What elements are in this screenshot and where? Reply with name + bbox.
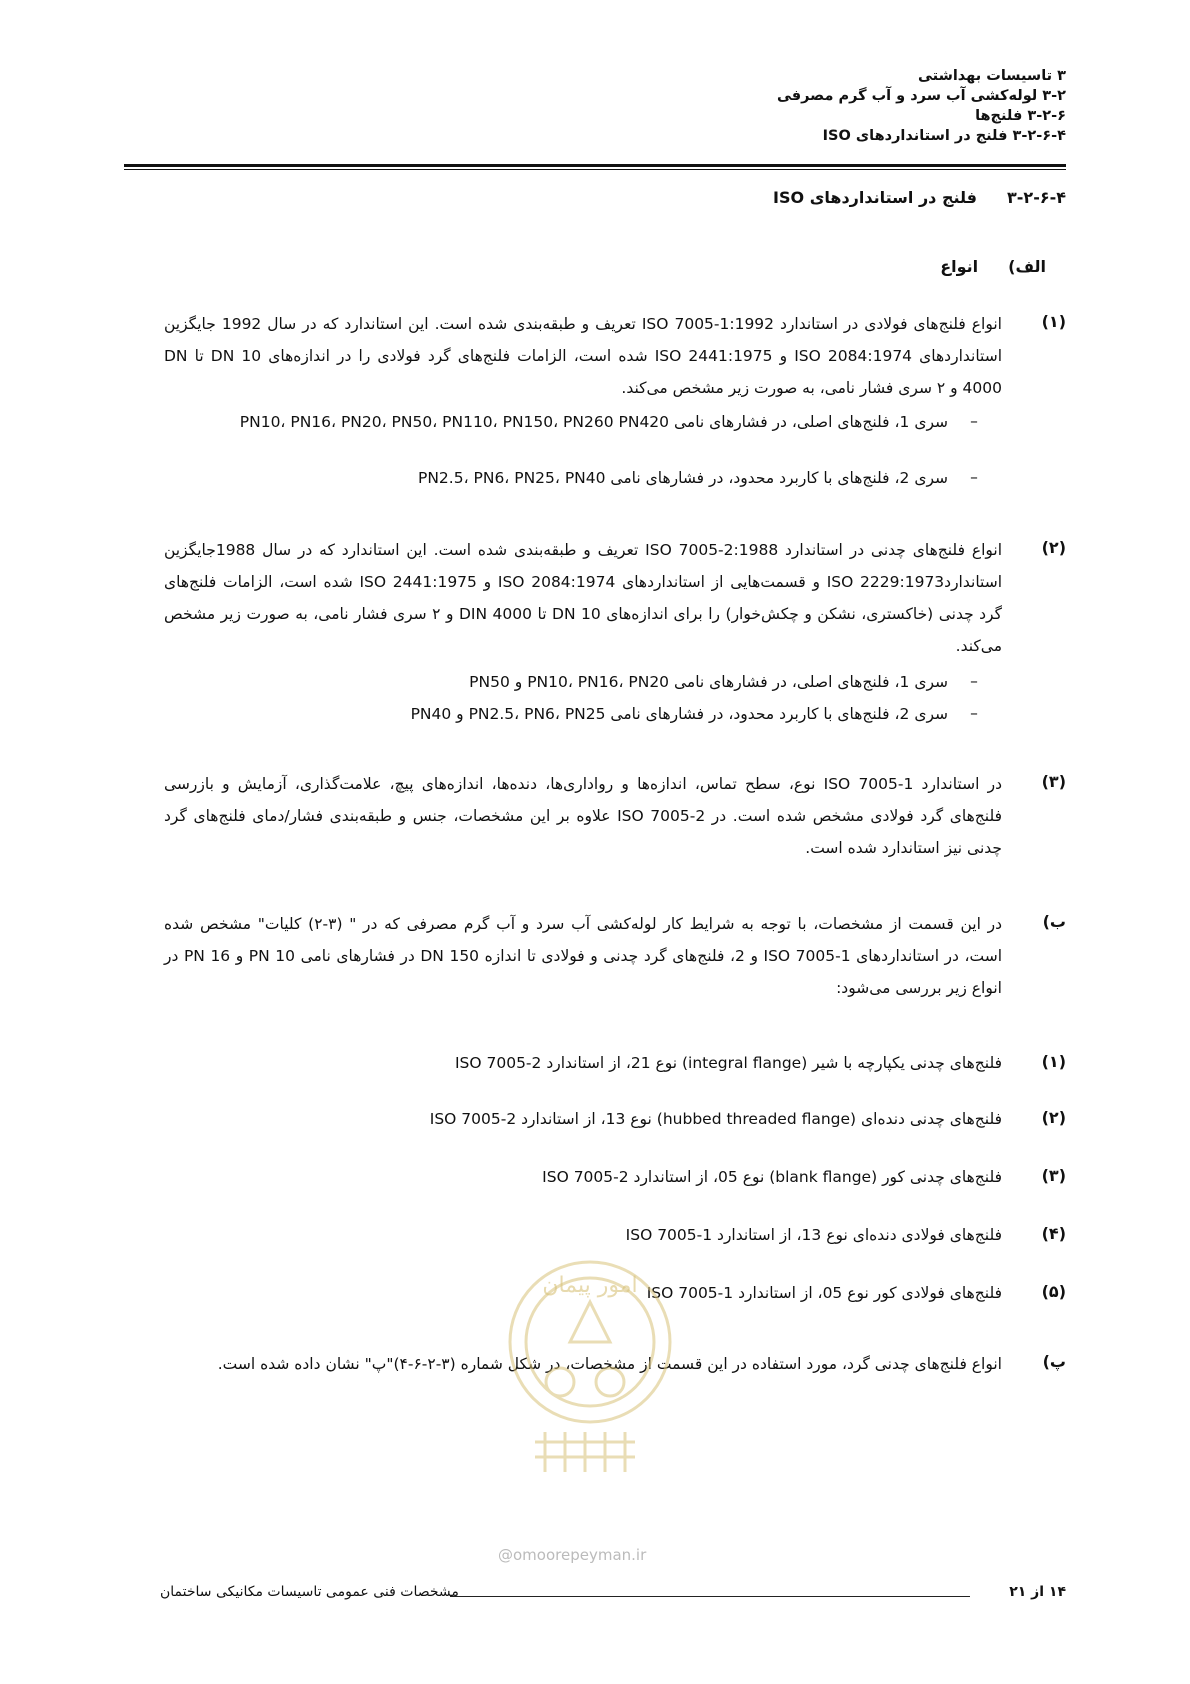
bullet-item: سری 2، فلنج‌های با کاربرد محدود، در فشارهای نامی PN2.5، PN6، PN25، PN40 bbox=[417, 469, 948, 487]
bullet-dash: – bbox=[970, 672, 978, 690]
bullet-dash: – bbox=[970, 412, 978, 430]
paragraph: در استاندارد ISO 7005-1 نوع، سطح تماس، اندازه‌ها و رواداری‌ها، دنده‌ها، اندازه‌های پیچ، علامت‌گذاری، آزمایش و بازرسی فلنج‌های گرد فولادی مشخص شده است. در ISO 7005-2 علاوه بر این مشخصات، جنس و طبقه‌بندی فشار/دمای فلنج‌های گرد چدنی نیز استاندارد شده است. bbox=[164, 775, 1003, 857]
list-marker: (۳) bbox=[1041, 1166, 1066, 1185]
footer-rule bbox=[450, 1596, 970, 1597]
section-b-paragraph: در این قسمت از مشخصات، با توجه به شرایط کار لوله‌کشی آب سرد و آب گرم مصرفی که در " (۳-۲) کلیات" مشخص شده است، در استانداردهای ISO 7005-1 و 2، فلنج‌های گرد چدنی و فولادی تا اندازه DN 150 در فشارهای نامی PN 10 و PN 16 در انواع زیر بررسی می‌شود: bbox=[164, 915, 1003, 997]
item-marker: (۳) bbox=[1041, 772, 1066, 791]
bullet-dash: – bbox=[970, 468, 978, 486]
bullet-item: سری 1، فلنج‌های اصلی، در فشارهای نامی PN10، PN16، PN20، PN50، PN110، PN150، PN260 PN420 bbox=[239, 413, 948, 431]
list-item: فلنج‌های فولادی دنده‌ای نوع 13، از استاندارد ISO 7005-1 bbox=[625, 1226, 1002, 1244]
header-line-3: ۳-۲-۶ فلنج‌ها bbox=[975, 108, 1066, 124]
section-heading bbox=[773, 188, 1066, 207]
item-marker: (۱) bbox=[1041, 312, 1066, 331]
paragraph: انواع فلنج‌های فولادی در استاندارد ISO 7005-1:1992 تعریف و طبقه‌بندی شده است. این استاندارد که در سال 1992 جایگزین استانداردهای ISO 2084:1974 و ISO 2441:1975 شده است، الزامات فلنج‌های گرد فولادی را در اندازه‌های DN 10 تا DN 4000 و ۲ سری فشار نامی، به صورت زیر مشخص می‌کند. bbox=[164, 315, 1003, 397]
header-line-1: ۳ تاسیسات بهداشتی bbox=[917, 68, 1066, 84]
bullet-dash: – bbox=[970, 704, 978, 722]
header-line-4: ۳-۲-۶-۴ فلنج در استانداردهای ISO bbox=[822, 128, 1066, 144]
subsection-title: انواع bbox=[940, 257, 979, 276]
section-title: فلنج در استانداردهای ISO bbox=[773, 188, 978, 207]
footer-page-number: ۱۴ از ۲۱ bbox=[1009, 1584, 1066, 1600]
footer-title: مشخصات فنی عمومی تاسیسات مکانیکی ساختمان bbox=[160, 1584, 459, 1600]
header-rule-thick bbox=[124, 164, 1066, 167]
subsection-heading bbox=[940, 257, 1046, 276]
running-header bbox=[124, 66, 1066, 146]
list-item: فلنج‌های چدنی کور (blank flange) نوع 05، از استاندارد ISO 7005-2 bbox=[542, 1168, 1002, 1186]
watermark-text: امور پیمان bbox=[542, 1273, 638, 1298]
list-item: فلنج‌های چدنی دنده‌ای (hubbed threaded flange) نوع 13، از استاندارد ISO 7005-2 bbox=[429, 1110, 1002, 1128]
watermark-url: @omoorepeyman.ir bbox=[498, 1546, 647, 1564]
subsection-marker: الف) bbox=[1008, 257, 1046, 276]
list-marker: (۱) bbox=[1041, 1052, 1066, 1071]
header-rule-thin bbox=[124, 169, 1066, 170]
section-number: ۳-۲-۶-۴ bbox=[1007, 188, 1066, 207]
list-item: فلنج‌های چدنی یکپارچه با شیر (integral flange) نوع 21، از استاندارد ISO 7005-2 bbox=[454, 1054, 1002, 1072]
list-marker: (۴) bbox=[1041, 1224, 1066, 1243]
section-p-marker: پ) bbox=[1042, 1352, 1066, 1371]
section-p-paragraph: انواع فلنج‌های چدنی گرد، مورد استفاده در این قسمت از مشخصات، در شکل شماره (۳-۲-۶-۴)"پ" نشان داده شده است. bbox=[217, 1355, 1002, 1373]
bullet-item: سری 2، فلنج‌های با کاربرد محدود، در فشارهای نامی PN2.5، PN6، PN25 و PN40 bbox=[410, 705, 948, 723]
paragraph: انواع فلنج‌های چدنی در استاندارد ISO 7005-2:1988 تعریف و طبقه‌بندی شده است. این استاندارد که در سال 1988جایگزین استاندارد2229:1973 ISO و قسمت‌هایی از استانداردهای ISO 2084:1974 و ISO 2441:1975 شده است، الزامات فلنج‌های گرد چدنی (خاکستری، نشکن و چکش‌خوار) را برای اندازه‌های DN 10 تا DIN 4000 و ۲ سری فشار نامی، به صورت زیر مشخص می‌کند. bbox=[164, 541, 1003, 655]
header-line-2: ۳-۲ لوله‌کشی آب سرد و آب گرم مصرفی bbox=[776, 88, 1066, 104]
bullet-item: سری 1، فلنج‌های اصلی، در فشارهای نامی PN10، PN16، PN20 و PN50 bbox=[469, 673, 948, 691]
section-b-marker: ب) bbox=[1042, 912, 1066, 931]
list-item: فلنج‌های فولادی کور نوع 05، از استاندارد ISO 7005-1 bbox=[646, 1284, 1002, 1302]
item-marker: (۲) bbox=[1041, 538, 1066, 557]
list-marker: (۲) bbox=[1041, 1108, 1066, 1127]
list-marker: (۵) bbox=[1041, 1282, 1066, 1301]
watermark-logo bbox=[495, 1232, 685, 1482]
